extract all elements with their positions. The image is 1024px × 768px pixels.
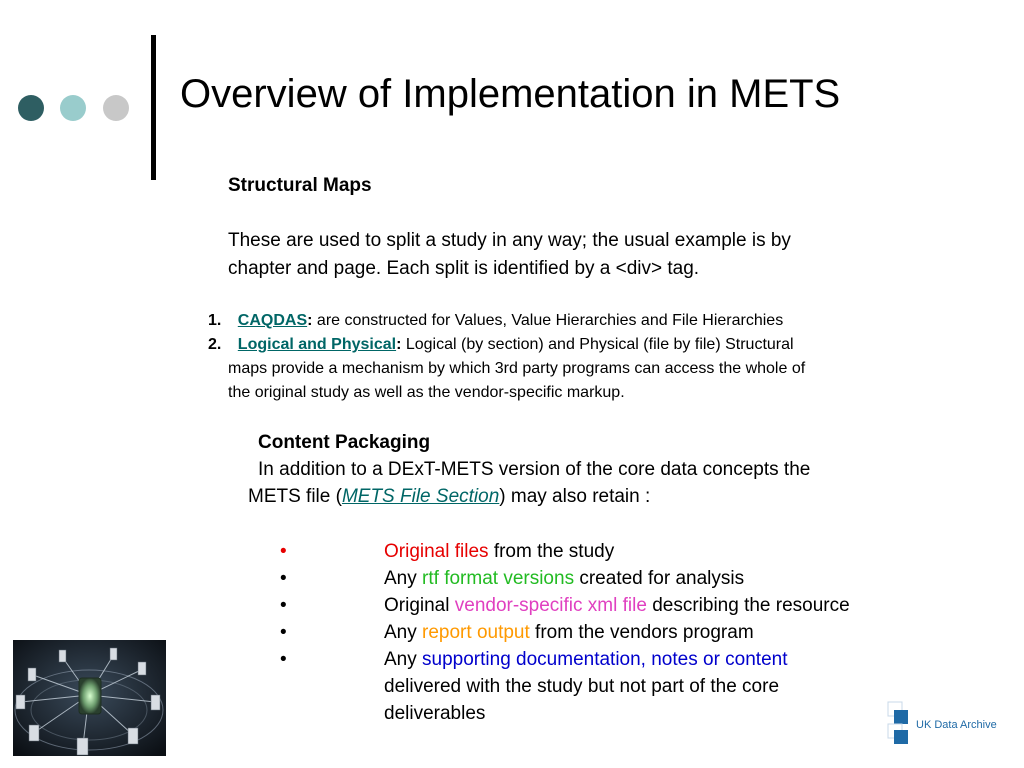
list-item-caqdas [208,309,783,333]
bullet-rest-text: describing the resource [646,595,850,616]
bullet-pre-text: Any [384,649,423,670]
logo-text: UK Data Archive [916,719,997,731]
uk-data-archive-logo [886,700,1006,746]
bullet-marker: • [280,622,287,643]
bullet-rest-text: from the study [488,541,615,562]
bullet-colored-text: vendor-specific xml file [454,595,647,616]
slide-title: Overview of Implementation in METS [180,72,841,116]
bullet-rest-text: created for analysis [574,568,745,589]
bullet-rtf-versions [384,565,744,592]
decor-dot-dark [18,95,44,121]
bullet-vendor-xml [384,592,850,619]
bullet-colored-text: supporting documentation, notes or content [422,649,788,670]
bullet-rest-text: from the vendors program [529,622,754,643]
caqdas-link[interactable]: CAQDAS [237,312,308,329]
content-line2-pre: METS file ( [248,486,342,507]
caqdas-text: are constructed for Values, Value Hierarchies and File Hierarchies [312,312,784,329]
bullet-colored-text: Original files [384,541,489,562]
bullet-colored-text: report output [422,622,530,643]
bullet-supporting-docs-line2: delivered with the study but not part of the core [384,676,780,697]
structural-para-line1: These are used to split a study in any way; the usual example is by [228,230,791,251]
bullet-report-output [384,619,754,646]
bullet-pre-text: Any [384,568,423,589]
mets-file-section-link[interactable]: METS File Section [341,486,500,507]
bullet-supporting-docs-line3: deliverables [384,703,486,724]
bullet-pre-text: Original [384,595,455,616]
colon: : [307,312,313,329]
network-server-image [13,640,166,756]
content-line2 [248,483,650,511]
bullet-marker: • [280,595,287,616]
list-number: 1. [208,312,222,329]
content-line1: In addition to a DExT-METS version of the core data concepts the [258,459,811,480]
decor-dot-gray [103,95,129,121]
logical-physical-text-line1: Logical (by section) and Physical (file by file) Structural [401,336,794,353]
logical-physical-link[interactable]: Logical and Physical [237,336,397,353]
bullet-original-files [384,538,614,565]
list-number: 2. [208,336,222,353]
colon: : [396,336,402,353]
decor-dot-teal [60,95,86,121]
bullet-marker: • [280,541,287,562]
bullet-colored-text: rtf format versions [422,568,575,589]
bullet-supporting-docs [384,646,788,673]
bullet-marker: • [280,649,287,670]
bullet-pre-text: Any [384,622,423,643]
list-item-logical-physical [208,333,794,357]
bullet-marker: • [280,568,287,589]
logical-physical-text-line2: maps provide a mechanism by which 3rd party programs can access the whole of [228,360,806,377]
structural-para-line2: chapter and page. Each split is identified by a <div> tag. [228,258,700,279]
structural-maps-heading: Structural Maps [228,175,372,196]
content-line2-post: ) may also retain : [499,486,651,507]
logical-physical-text-line3: the original study as well as the vendor-specific markup. [228,384,625,401]
title-divider-line [151,35,156,180]
content-packaging-heading: Content Packaging [258,432,431,453]
